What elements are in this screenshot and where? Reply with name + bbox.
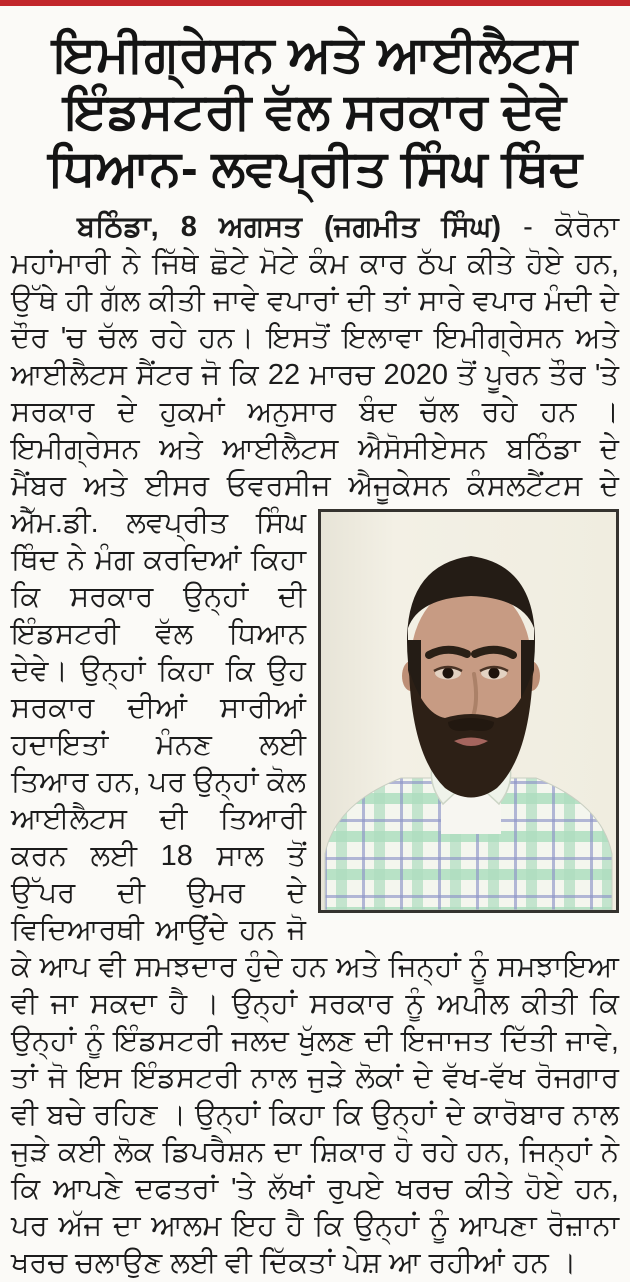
headline-line-2: ਇੰਡਸਟਰੀ ਵੱਲ ਸਰਕਾਰ ਦੇਵੇ [63, 83, 567, 139]
headline-line-1: ਇਮੀਗ੍ਰੇਸਨ ਅਤੇ ਆਈਲੈਟਸ [52, 26, 578, 82]
portrait-illustration [321, 512, 616, 910]
article-text-before-photo: - ਕੋਰੋਨਾ ਮਹਾਂਮਾਰੀ ਨੇ ਜਿੱਥੇ ਛੋਟੇ ਮੋਟੇ ਕੰਮ ਕਾਰ ਠੱਪ ਕੀਤੇ ਹੋਏ ਹਨ, ਉੱਥੇ ਹੀ ਗੱਲ ਕੀਤੀ ਜਾਵੇ ਵਪਾਰਾਂ ਦੀ ਤਾਂ ਸਾਰੇ ਵਪਾਰ ਮੰਦੀ ਦੇ ਦੌਰ 'ਚ ਚੱਲ ਰਹੇ ਹਨ। ਇਸਤੋਂ ਇਲਾਵਾ ਇਮੀਗ੍ਰੇਸਨ ਅਤੇ ਆਈਲੈਟਸ ਸੈਂਟਰ ਜੋ ਕਿ 22 ਮਾਰਚ 2020 ਤੋਂ ਪੂਰਨ ਤੌਰ 'ਤੇ ਸਰਕਾਰ ਦੇ ਹੁਕਮਾਂ ਅਨੁਸਾਰ ਬੰਦ ਚੱਲ ਰਹੇ ਹਨ । ਇਮੀਗ੍ਰੇਸਨ ਅਤੇ ਆਈਲੈਟਸ ਐਸੋਸੀਏਸਨ ਬਠਿੰਡਾ ਦੇ ਮੈਂਬਰ ਅਤੇ ਈਸਰ ਓਵਰਸੀਜ ਐਜੂਕੇਸਨ ਕੰਸਲਟੈਂਟਸ ਦੇ ਐੱਮ.ਡੀ. ਲਵਪ੍ਰੀਤ ਸਿੰਘ [11, 211, 619, 539]
headline-line-3: ਧਿਆਨ- ਲਵਪ੍ਰੀਤ ਸਿੰਘ ਥਿੰਦ [47, 140, 583, 196]
article-text-after-photo: ਥਿੰਦ ਨੇ ਮੰਗ ਕਰਦਿਆਂ ਕਿਹਾ ਕਿ ਸਰਕਾਰ ਉਨ੍ਹਾਂ ਦੀ ਇੰਡਸਟਰੀ ਵੱਲ ਧਿਆਨ ਦੇਵੇ। ਉਨ੍ਹਾਂ ਕਿਹਾ ਕਿ ਉਹ ਸਰਕਾਰ ਦੀਆਂ ਸਾਰੀਆਂ ਹਦਾਇਤਾਂ ਮੰਨਣ ਲਈ ਤਿਆਰ ਹਨ, ਪਰ ਉਨ੍ਹਾਂ ਕੋਲ ਆਈਲੈਟਸ ਦੀ ਤਿਆਰੀ ਕਰਨ ਲਈ 18 ਸਾਲ ਤੋਂ ਉੱਪਰ ਦੀ ਉਮਰ ਦੇ ਵਿਦਿਆਰਥੀ ਆਉਂਦੇ ਹਨ ਜੋ ਕੇ ਆਪ ਵੀ ਸਮਝਦਾਰ ਹੁੰਦੇ ਹਨ ਅਤੇ ਜਿਨ੍ਹਾਂ ਨੂੰ ਸਮਝਾਇਆ ਵੀ ਜਾ ਸਕਦਾ ਹੈ । ਉਨ੍ਹਾਂ ਸਰਕਾਰ ਨੂੰ ਅਪੀਲ ਕੀਤੀ ਕਿ ਉਨ੍ਹਾਂ ਨੂੰ ਇੰਡਸਟਰੀ ਜਲਦ ਖੁੱਲਣ ਦੀ ਇਜਾਜਤ ਦਿੱਤੀ ਜਾਵੇ, ਤਾਂ ਜੋ ਇਸ ਇੰਡਸਟਰੀ ਨਾਲ ਜੁੜੇ ਲੋਕਾਂ ਦੇ ਵੱਖ-ਵੱਖ ਰੋਜਗਾਰ ਵੀ ਬਚੇ ਰਹਿਣ । ਉਨ੍ਹਾਂ ਕਿਹਾ ਕਿ ਉਨ੍ਹਾਂ ਦੇ ਕਾਰੋਬਾਰ ਨਾਲ ਜੁੜੇ ਕਈ ਲੋਕ ਡਿਪਰੈਸ਼ਨ ਦਾ ਸ਼ਿਕਾਰ ਹੋ ਰਹੇ ਹਨ, ਜਿਨ੍ਹਾਂ ਨੇ ਕਿ ਆਪਣੇ ਦਫਤਰਾਂ 'ਤੇ ਲੱਖਾਂ ਰੁਪਏ ਖਰਚ ਕੀਤੇ ਹੋਏ ਹਨ, ਪਰ ਅੱਜ ਦਾ ਆਲਮ ਇਹ ਹੈ ਕਿ ਉਨ੍ਹਾਂ ਨੂੰ ਆਪਣਾ ਰੋਜ਼ਾਨਾ ਖਰਚ ਚਲਾਉਣ ਲਈ ਵੀ ਦਿੱਕਤਾਂ ਪੇਸ਼ ਆ ਰਹੀਆਂ ਹਨ । [11, 544, 619, 1279]
article-paragraph [11, 209, 619, 1282]
portrait-photo [318, 509, 619, 913]
dateline: ਬਠਿੰਡਾ, 8 ਅਗਸਤ (ਜਗਮੀਤ ਸਿੰਘ) [77, 211, 502, 243]
top-red-bar [0, 0, 630, 6]
article-body [0, 209, 630, 1282]
headline [8, 26, 622, 197]
